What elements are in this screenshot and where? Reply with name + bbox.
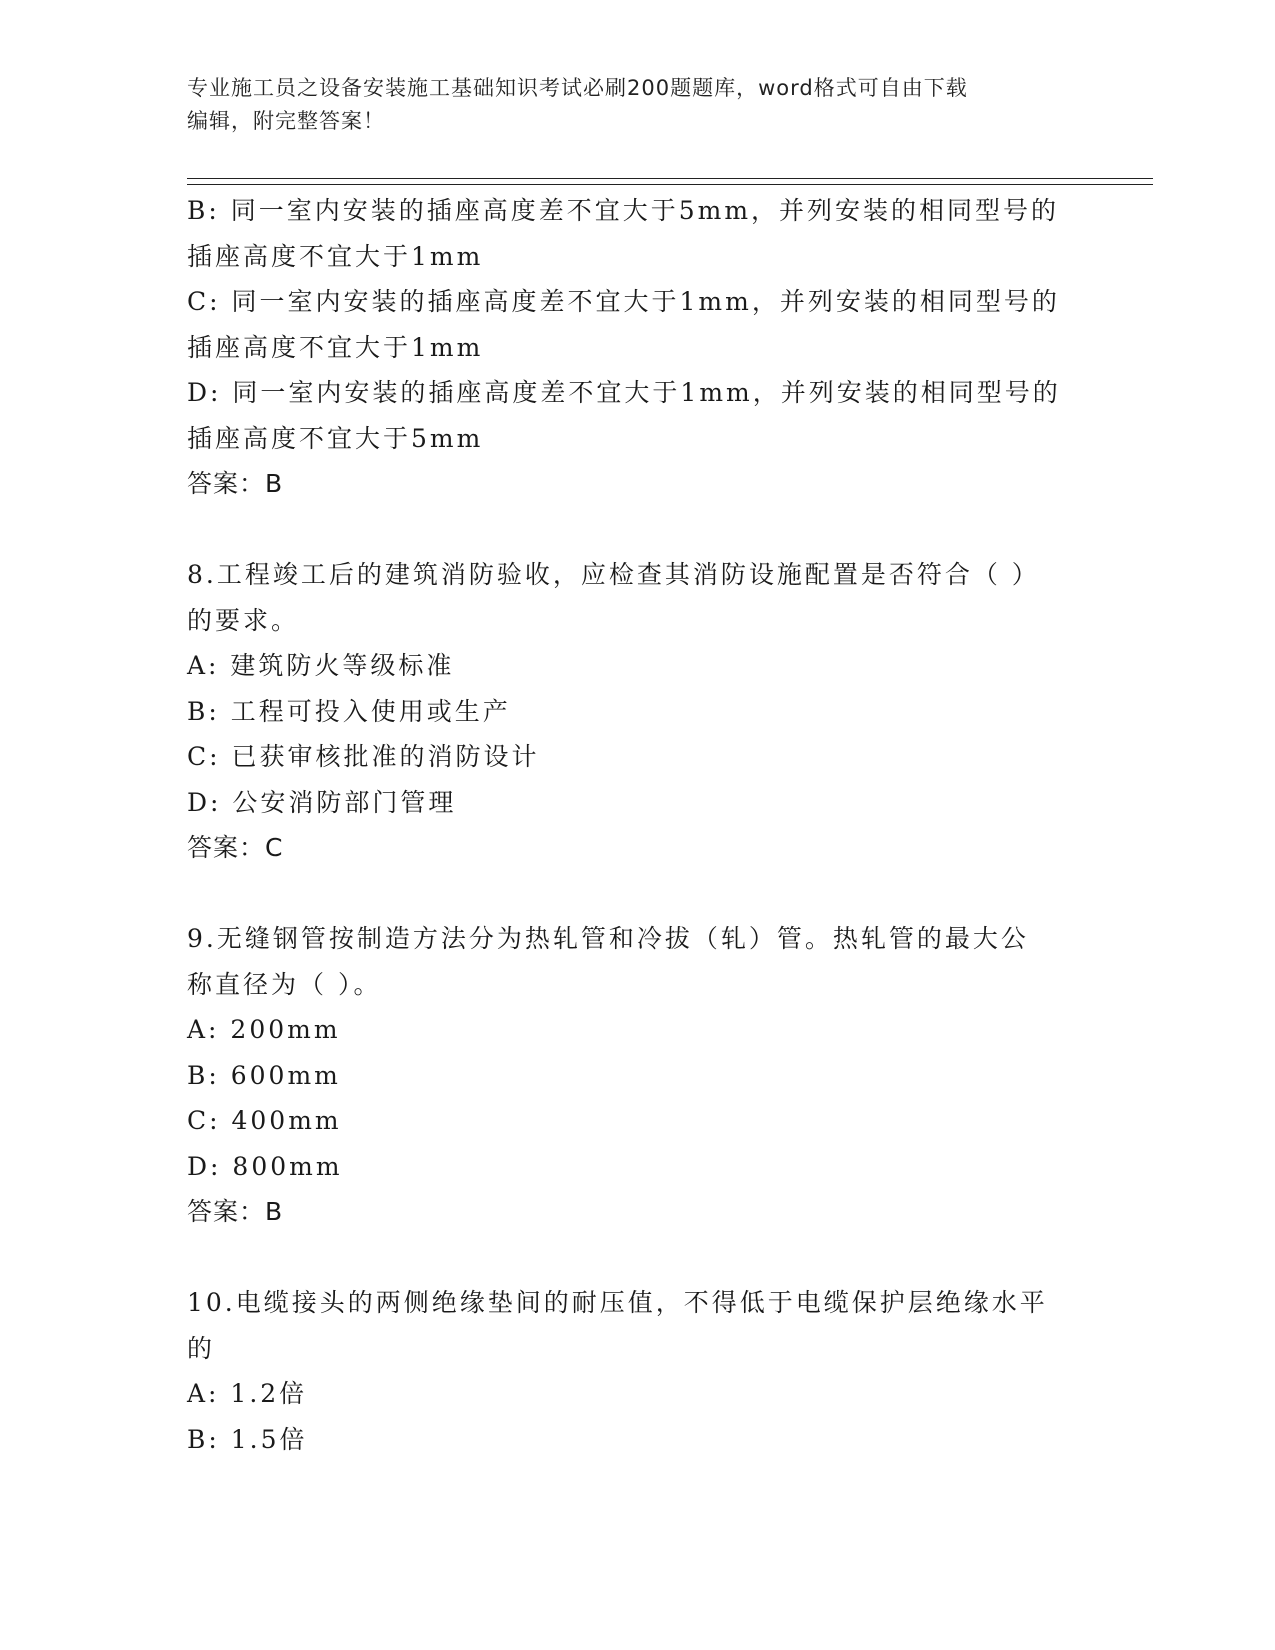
answer: 答案：B xyxy=(187,1197,284,1226)
question-stem-line-2: 的 xyxy=(187,1333,216,1363)
option-d: D: 800mm xyxy=(187,1151,343,1181)
option-b: B: 1.5倍 xyxy=(187,1424,308,1454)
answer: 答案：C xyxy=(187,833,284,862)
header-title-line-2: 编辑，附完整答案！ xyxy=(187,109,385,133)
question-stem-line-2: 的要求。 xyxy=(187,605,300,635)
question-9 xyxy=(187,916,1067,1235)
option-c: C: 已获审核批准的消防设计 xyxy=(187,742,540,771)
option-a: A: 建筑防火等级标准 xyxy=(187,651,455,680)
question-stem-line-1: 9.无缝钢管按制造方法分为热轧管和冷拔（轧）管。热轧管的最大公 xyxy=(187,924,1029,953)
header-title-line-1: 专业施工员之设备安装施工基础知识考试必刷200题题库，word格式可自由下载 xyxy=(187,76,968,100)
question-8 xyxy=(187,552,1067,871)
question-spacer xyxy=(187,871,1067,917)
option-b: B: 600mm xyxy=(187,1060,341,1090)
question-stem-line-1: 8.工程竣工后的建筑消防验收，应检查其消防设施配置是否符合（ ） xyxy=(187,560,1040,589)
option-c: C: 400mm xyxy=(187,1106,342,1135)
option-c-line-2: 插座高度不宜大于1mm xyxy=(187,332,484,362)
option-c-line-1: C: 同一室内安装的插座高度差不宜大于1mm，并列安装的相同型号的 xyxy=(187,287,1060,316)
question-10 xyxy=(187,1280,1067,1462)
question-spacer xyxy=(187,507,1067,553)
option-b: B: 工程可投入使用或生产 xyxy=(187,696,511,726)
document-header xyxy=(187,72,1067,138)
option-b-line-2: 插座高度不宜大于1mm xyxy=(187,241,484,271)
option-a: A: 1.2倍 xyxy=(187,1379,308,1408)
option-b-line-1: B: 同一室内安装的插座高度差不宜大于5mm，并列安装的相同型号的 xyxy=(187,196,1060,225)
option-d-line-2: 插座高度不宜大于5mm xyxy=(187,423,484,453)
question-7-continued xyxy=(187,188,1067,507)
question-stem-line-2: 称直径为（ ）。 xyxy=(187,969,382,999)
option-d-line-1: D: 同一室内安装的插座高度差不宜大于1mm，并列安装的相同型号的 xyxy=(187,378,1061,407)
question-spacer xyxy=(187,1235,1067,1281)
question-stem-line-1: 10.电缆接头的两侧绝缘垫间的耐压值，不得低于电缆保护层绝缘水平 xyxy=(187,1288,1048,1317)
question-list xyxy=(187,188,1067,1462)
option-d: D: 公安消防部门管理 xyxy=(187,787,457,817)
option-a: A: 200mm xyxy=(187,1015,341,1044)
header-divider xyxy=(187,178,1153,185)
answer: 答案：B xyxy=(187,469,284,498)
